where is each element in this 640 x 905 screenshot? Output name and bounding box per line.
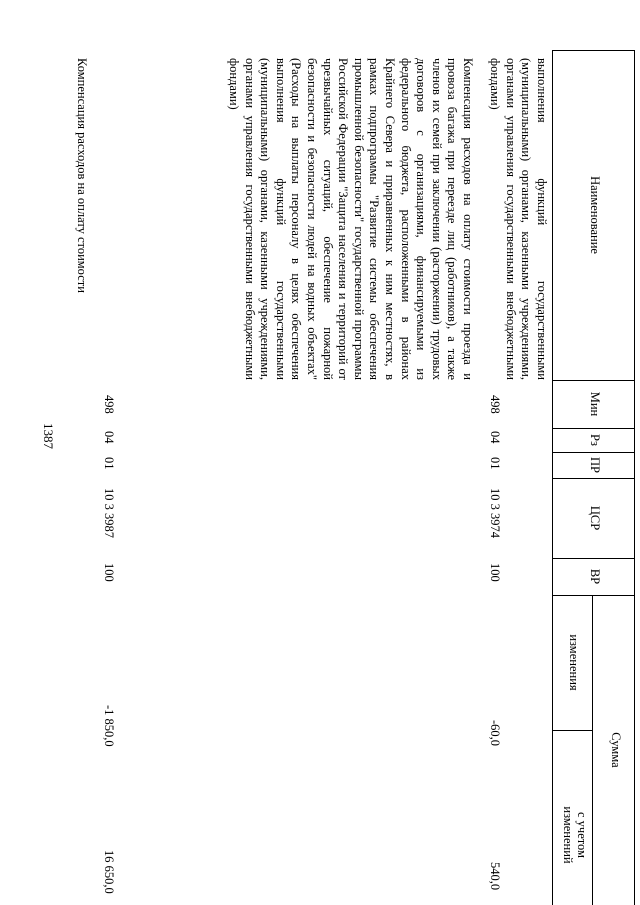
row-2-name: Компенсация расходов на оплату стоимости проезда и провоза багажа при переезде лиц (работников), а также членов их семей при заключении (расторжении) трудовых договоров с организациями, финансируемыми из федерального бюджета, расположенными в районах Крайнего Севера и приравненных к ним местностях, в рамках подпрограммы "Развитие системы обеспечения промышленной безопасности" государственной программы Российской Федерации "Защита населения и территорий от чрезвычайных ситуаций, обеспечение пожарной безопасности и безопасности людей на водных объектах" (Расходы на выплаты персоналу в целях обеспечения выполнения функций государственными (муниципальными) органами, казенными учреждениями, органами управления государственными внебюджетными фондами)	[227, 58, 475, 380]
row-1-vr: 100	[488, 563, 502, 582]
row-2-csr: 10 3 3987	[102, 488, 116, 538]
rotated-page	[70, 50, 635, 905]
row-2-rz: 04	[102, 431, 116, 444]
row-1-total: 540,0	[488, 862, 502, 891]
header-name: Наименование	[588, 176, 602, 254]
row-1-change: -60,0	[488, 720, 502, 747]
header-pr: ПР	[588, 457, 602, 473]
page-number: 1387	[41, 423, 56, 449]
row-2-pr: 01	[102, 457, 116, 470]
row-2-min: 498	[102, 395, 116, 414]
header-vr: ВР	[588, 568, 602, 585]
row-2-vr: 100	[102, 563, 116, 582]
header-csr: ЦСР	[588, 505, 602, 531]
header-min: Мин	[588, 391, 602, 417]
header-rz: Рз	[588, 434, 602, 446]
header-change: изменения	[567, 634, 581, 691]
row-1-name: выполнения функций государственными (муниципальными) органами, казенными учреждениями, органами управления государственными внебюджетными фондами)	[488, 58, 549, 380]
row-3-name: Компенсация расходов на оплату стоимости	[75, 58, 89, 293]
header-sum: Сумма	[609, 732, 623, 768]
row-2-change: -1 850,0	[102, 705, 116, 747]
row-1-rz: 04	[488, 431, 502, 444]
row-2-total: 16 650,0	[102, 850, 116, 894]
row-1-min: 498	[488, 395, 502, 414]
row-1-csr: 10 3 3974	[488, 488, 502, 538]
header-with-change: с учетом изменений	[561, 806, 589, 864]
budget-table	[70, 50, 635, 905]
row-1-pr: 01	[488, 457, 502, 470]
